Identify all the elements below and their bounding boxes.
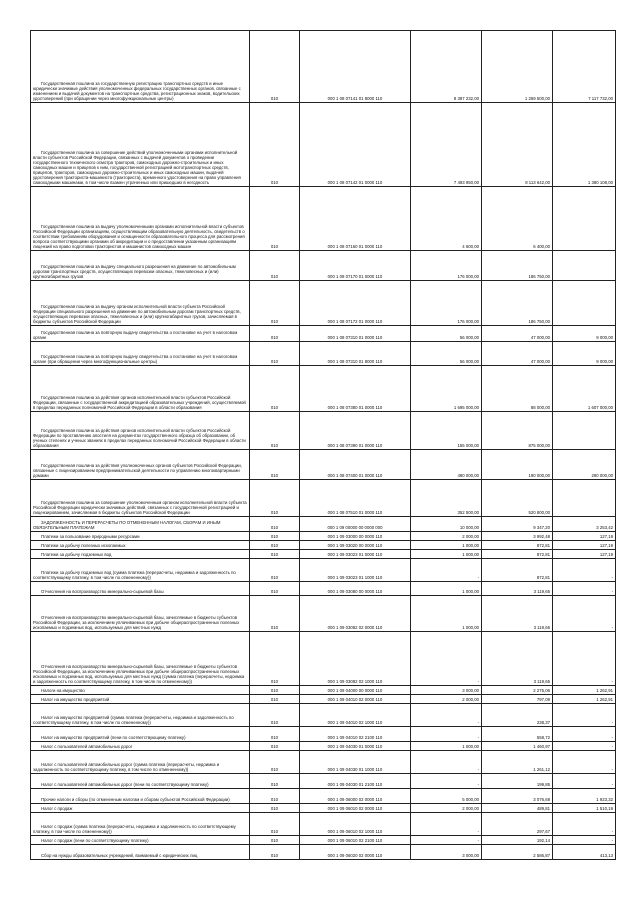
- row-code: 010: [250, 742, 300, 751]
- row-plan-value: -: [411, 632, 482, 686]
- row-kbk: 000 1 09 04030 01 1000 110: [300, 751, 411, 774]
- table-row: [31, 695, 616, 704]
- revenue-table-body: [31, 31, 616, 860]
- row-code: 010: [250, 804, 300, 813]
- row-code: 010: [250, 187, 300, 251]
- row-kbk: 000 1 09 04030 01 0000 110: [300, 742, 411, 751]
- row-name: Государственная пошлина за выдачу органом исполнительной власти субъекта Российской Федерации специального разрешения на движение по автомобильным дорогам транспортных средств, осуществляющих перевозки опасных, тяжеловесных и (или) крупногабаритных грузов, зачисляемая в бюджеты субъектов Российской Федерации: [31, 281, 250, 326]
- row-name: Налог на имущество предприятий: [31, 695, 250, 704]
- row-name: Налог с пользователей автомобильных дорог (пени по соответствующему платежу): [31, 774, 250, 789]
- table-row: [31, 774, 616, 789]
- row-plan-value: -: [411, 704, 482, 727]
- row-code: 010: [250, 281, 300, 326]
- table-row: [31, 727, 616, 742]
- row-plan-value: -: [411, 727, 482, 742]
- row-fact-value: 47 000,00: [482, 342, 553, 366]
- row-plan-value: -: [411, 813, 482, 836]
- row-remaining-value: 1 607 000,00: [553, 366, 616, 412]
- table-row: [31, 281, 616, 326]
- row-name: Налог с пользователей автомобильных дорог (сумма платежа (перерасчеты, недоимка и задолженность по соответствующему платежу, в том числе по отмененному)): [31, 751, 250, 774]
- row-remaining-value: -: [553, 727, 616, 742]
- row-name: Отчисления на воспроизводство минерально-сырьевой базы, зачисляемые в бюджеты субъектов Российской Федерации, за исключением уплачиваемых при добыче общераспространенных полезных ископаемых и подземных вод, используемых для местных нужд: [31, 596, 250, 632]
- row-kbk: 000 1 09 03082 02 1000 110: [300, 632, 411, 686]
- row-name: Налог с пользователей автомобильных дорог: [31, 742, 250, 751]
- row-plan-value: 4 600,00: [411, 187, 482, 251]
- table-row: [31, 517, 616, 532]
- row-remaining-value: 1 510,19: [553, 804, 616, 813]
- row-code: 010: [250, 480, 300, 517]
- row-kbk: 000 1 09 00000 00 0000 000: [300, 517, 411, 532]
- row-code: 010: [250, 412, 300, 450]
- row-plan-value: 2 000,00: [411, 695, 482, 704]
- row-plan-value: 480 000,00: [411, 450, 482, 480]
- row-remaining-value: 1 923,32: [553, 789, 616, 804]
- row-code: 010: [250, 517, 300, 532]
- table-row: [31, 550, 616, 559]
- row-fact-value: 3 119,65: [482, 596, 553, 632]
- row-kbk: 000 1 08 07390 01 0000 110: [300, 412, 411, 450]
- row-code: 010: [250, 532, 300, 541]
- row-plan-value: 1 000,00: [411, 742, 482, 751]
- row-plan-value: 1 000,00: [411, 550, 482, 559]
- row-name: Налог на имущество предприятий (сумма платежа (перерасчеты, недоимка и задолженность по соответствующему платежу, в том числе по отмененному)): [31, 704, 250, 727]
- row-remaining-value: [553, 187, 616, 251]
- row-name: Налог с продаж (сумма платежа (перерасчеты, недоимка и задолженность по соответствующему платежу, в том числе по отмененному)): [31, 813, 250, 836]
- row-kbk: 000 1 08 07170 01 0000 110: [300, 251, 411, 281]
- row-name: Государственная пошлина за действия уполномоченных органов субъектов Российской Федерации, связанные с лицензированием предпринимательской деятельности по управлению многоквартирными домами: [31, 450, 250, 480]
- table-row: [31, 559, 616, 582]
- row-plan-value: 7 493 950,00: [411, 103, 482, 187]
- row-plan-value: 2 000,00: [411, 532, 482, 541]
- row-code: 010: [250, 751, 300, 774]
- row-fact-value: 9 347,20: [482, 517, 553, 532]
- row-kbk: 000 1 09 03080 00 0000 110: [300, 582, 411, 596]
- row-name: Налог с продаж (пени по соответствующему платежу): [31, 836, 250, 845]
- row-kbk: 000 1 08 07310 01 8000 110: [300, 342, 411, 366]
- row-kbk: 000 1 08 07160 01 0000 110: [300, 187, 411, 251]
- row-code: 010: [250, 632, 300, 686]
- row-kbk: 000 1 09 03020 00 0000 110: [300, 541, 411, 550]
- row-code: 010: [250, 582, 300, 596]
- row-name: Государственная пошлина за совершение уполномоченным органом исполнительной власти субъекта Российской Федерации юридически значимых действий, связанных с государственной регистрацией и лицензированием, зачисляемая в бюджеты субъектов Российской Федерации: [31, 480, 250, 517]
- table-row: [31, 103, 616, 187]
- row-kbk: 000 1 09 04030 01 2100 110: [300, 774, 411, 789]
- row-fact-value: 1 269 500,00: [482, 31, 553, 103]
- row-fact-value: 2 276,06: [482, 686, 553, 695]
- row-plan-value: 1 695 000,00: [411, 366, 482, 412]
- row-remaining-value: [553, 412, 616, 450]
- row-remaining-value: -: [553, 582, 616, 596]
- row-kbk: 000 1 08 07400 01 0000 110: [300, 450, 411, 480]
- row-name: Отчисления на воспроизводство минерально-сырьевой базы: [31, 582, 250, 596]
- table-row: [31, 686, 616, 695]
- row-name: Налог на имущество предприятий (пени по соответствующему платежу): [31, 727, 250, 742]
- row-name: Сбор на нужды образовательных учреждений, взимаемый с юридических лиц: [31, 845, 250, 860]
- row-code: 010: [250, 704, 300, 727]
- row-kbk: 000 1 09 06010 02 0000 110: [300, 804, 411, 813]
- row-code: 010: [250, 789, 300, 804]
- row-fact-value: 3 119,65: [482, 632, 553, 686]
- row-remaining-value: -: [553, 836, 616, 845]
- row-code: 010: [250, 541, 300, 550]
- row-fact-value: 872,81: [482, 541, 553, 550]
- row-kbk: 000 1 09 04010 02 0000 110: [300, 695, 411, 704]
- row-code: 010: [250, 813, 300, 836]
- row-code: 010: [250, 836, 300, 845]
- row-plan-value: 1 000,00: [411, 582, 482, 596]
- table-row: [31, 31, 616, 103]
- row-name: Прочие налоги и сборы (по отмененным налогам и сборам субъектов Российской Федерации): [31, 789, 250, 804]
- row-fact-value: 190 000,00: [482, 450, 553, 480]
- row-code: 010: [250, 251, 300, 281]
- row-fact-value: 6 400,00: [482, 187, 553, 251]
- table-row: [31, 366, 616, 412]
- row-name: Налог с продаж: [31, 804, 250, 813]
- row-name: Государственная пошлина за совершение действий уполномоченными органами исполнительной власти субъектов Российской Федерации, связанных с выдачей документов о проведении государственного технического осмотра тракторов, самоходных дорожно-строительных и иных самоходных машин и прицепов к ним, государственной регистрацией мототранспортных средств, прицепов, тракторов, самоходных дорожно-строительных и иных самоходных машин, выдачей удостоверения тракториста-машиниста (тракториста), временного удостоверения на право управления самоходными машинами, в том числе взамен утраченных или пришедших в негодность: [31, 103, 250, 187]
- table-row: [31, 532, 616, 541]
- row-plan-value: -: [411, 559, 482, 582]
- row-code: 010: [250, 326, 300, 342]
- row-remaining-value: [553, 251, 616, 281]
- row-kbk: 000 1 09 03023 01 0000 110: [300, 550, 411, 559]
- row-code: 010: [250, 727, 300, 742]
- row-remaining-value: [553, 281, 616, 326]
- row-code: 010: [250, 559, 300, 582]
- row-kbk: 000 1 08 07172 01 0000 110: [300, 281, 411, 326]
- table-row: [31, 804, 616, 813]
- row-fact-value: 875 000,00: [482, 412, 553, 450]
- row-remaining-value: -: [553, 559, 616, 582]
- row-remaining-value: 127,19: [553, 541, 616, 550]
- row-remaining-value: 127,19: [553, 550, 616, 559]
- table-row: [31, 596, 616, 632]
- row-fact-value: 186 750,00: [482, 281, 553, 326]
- row-remaining-value: 413,13: [553, 845, 616, 860]
- row-remaining-value: -: [553, 742, 616, 751]
- row-kbk: 000 1 09 03023 01 1000 110: [300, 559, 411, 582]
- row-name: ЗАДОЛЖЕННОСТЬ И ПЕРЕРАСЧЕТЫ ПО ОТМЕНЕННЫМ НАЛОГАМ, СБОРАМ И ИНЫМ ОБЯЗАТЕЛЬНЫМ ПЛАТЕЖАМ: [31, 517, 250, 532]
- row-remaining-value: -: [553, 632, 616, 686]
- row-kbk: 000 1 09 06020 02 0000 110: [300, 845, 411, 860]
- row-code: 010: [250, 686, 300, 695]
- row-kbk: 000 1 09 06010 02 1000 110: [300, 813, 411, 836]
- table-row: [31, 480, 616, 517]
- table-row: [31, 845, 616, 860]
- revenue-table: [30, 30, 616, 860]
- row-code: 010: [250, 366, 300, 412]
- row-fact-value: 192,14: [482, 836, 553, 845]
- row-kbk: 000 1 08 07380 01 0000 110: [300, 366, 411, 412]
- row-plan-value: 8 387 232,00: [411, 31, 482, 103]
- row-fact-value: 558,72: [482, 727, 553, 742]
- row-plan-value: 56 000,00: [411, 326, 482, 342]
- row-kbk: 000 1 08 07310 01 0000 110: [300, 326, 411, 342]
- row-code: 010: [250, 550, 300, 559]
- row-code: 010: [250, 774, 300, 789]
- report-page: [30, 30, 615, 860]
- row-fact-value: 1 261,12: [482, 751, 553, 774]
- row-fact-value: 520 800,00: [482, 480, 553, 517]
- row-remaining-value: -: [553, 596, 616, 632]
- row-remaining-value: 3 253,42: [553, 517, 616, 532]
- row-name: Государственная пошлина за выдачу специального разрешения на движение по автомобильным дорогам транспортных средств, осуществляющих перевозки опасных, тяжеловесных и (или) крупногабаритных грузов: [31, 251, 250, 281]
- row-name: Платежи за пользование природными ресурсами: [31, 532, 250, 541]
- row-fact-value: 199,85: [482, 774, 553, 789]
- row-name: Платежи за добычу подземных вод (сумма платежа (перерасчеты, недоимка и задолженность по соответствующему платежу, в том числе по отмененному)): [31, 559, 250, 582]
- row-name: Государственная пошлина за повторную выдачу свидетельства о постановке на учет в налоговом органе (при обращении через многофункциональные центры): [31, 342, 250, 366]
- row-plan-value: 5 000,00: [411, 789, 482, 804]
- row-kbk: 000 1 09 04010 02 2100 110: [300, 727, 411, 742]
- row-fact-value: 47 000,00: [482, 326, 553, 342]
- row-plan-value: 10 000,00: [411, 517, 482, 532]
- row-plan-value: 3 000,00: [411, 686, 482, 695]
- table-row: [31, 450, 616, 480]
- row-plan-value: 352 500,00: [411, 480, 482, 517]
- table-row: [31, 704, 616, 727]
- table-row: [31, 789, 616, 804]
- row-fact-value: 1 460,97: [482, 742, 553, 751]
- row-fact-value: 186 750,00: [482, 251, 553, 281]
- row-remaining-value: -: [553, 704, 616, 727]
- table-row: [31, 412, 616, 450]
- row-kbk: 000 1 08 07141 01 8000 110: [300, 31, 411, 103]
- row-code: 010: [250, 695, 300, 704]
- row-name: Государственная пошлина за действия органов исполнительной власти субъектов Российской Федерации по проставлению апостиля на документах государственного образца об образовании, об ученых степенях и ученых званиях в пределах переданных полномочий Российской Федерации в области образования: [31, 412, 250, 450]
- row-plan-value: 176 000,00: [411, 251, 482, 281]
- row-kbk: 000 1 09 04010 02 1000 110: [300, 704, 411, 727]
- row-remaining-value: -: [553, 774, 616, 789]
- row-kbk: 000 1 09 06010 02 2100 110: [300, 836, 411, 845]
- row-fact-value: 3 076,68: [482, 789, 553, 804]
- row-plan-value: -: [411, 774, 482, 789]
- table-row: [31, 813, 616, 836]
- row-remaining-value: -: [553, 813, 616, 836]
- row-code: 010: [250, 596, 300, 632]
- row-fact-value: 3 119,65: [482, 582, 553, 596]
- row-fact-value: 297,67: [482, 813, 553, 836]
- row-kbk: 000 1 09 03000 00 0000 110: [300, 532, 411, 541]
- row-plan-value: 3 000,00: [411, 845, 482, 860]
- row-fact-value: 872,81: [482, 559, 553, 582]
- row-plan-value: 1 000,00: [411, 541, 482, 550]
- row-remaining-value: 9 000,00: [553, 326, 616, 342]
- table-row: [31, 541, 616, 550]
- table-row: [31, 751, 616, 774]
- row-code: 010: [250, 31, 300, 103]
- row-fact-value: 2 586,87: [482, 845, 553, 860]
- row-plan-value: 155 000,00: [411, 412, 482, 450]
- row-name: Государственная пошлина за повторную выдачу свидетельства о постановке на учет в налоговом органе: [31, 326, 250, 342]
- row-fact-value: 797,09: [482, 695, 553, 704]
- row-kbk: 000 1 08 07142 01 0000 110: [300, 103, 411, 187]
- row-code: 010: [250, 450, 300, 480]
- table-row: [31, 582, 616, 596]
- row-remaining-value: 9 000,00: [553, 342, 616, 366]
- row-name: Государственная пошлина за государственную регистрацию транспортных средств и иные юридически значимые действия уполномоченных федеральных государственных органов, связанные с изменением и выдачей документов на транспортные средства, регистрационных знаков, водительских удостоверений (при обращении через многофункциональные центры): [31, 31, 250, 103]
- row-plan-value: 1 000,00: [411, 596, 482, 632]
- table-row: [31, 326, 616, 342]
- row-name: Государственная пошлина за действия органов исполнительной власти субъектов Российской Федерации, связанные с государственной аккредитацией образовательных учреждений, осуществляемой в пределах переданных полномочий Российской Федерации в области образования: [31, 366, 250, 412]
- row-plan-value: -: [411, 836, 482, 845]
- row-kbk: 000 1 08 07510 01 0000 110: [300, 480, 411, 517]
- row-plan-value: 56 000,00: [411, 342, 482, 366]
- row-remaining-value: 1 262,91: [553, 686, 616, 695]
- row-fact-value: 238,37: [482, 704, 553, 727]
- table-row: [31, 342, 616, 366]
- row-fact-value: 88 000,00: [482, 366, 553, 412]
- row-plan-value: 2 000,00: [411, 804, 482, 813]
- row-name: Платежи за добычу полезных ископаемых: [31, 541, 250, 550]
- row-kbk: 000 1 09 04000 00 0000 110: [300, 686, 411, 695]
- row-kbk: 000 1 09 03082 02 0000 110: [300, 596, 411, 632]
- table-row: [31, 742, 616, 751]
- row-remaining-value: 1 262,91: [553, 695, 616, 704]
- row-name: Государственная пошлина за выдачу уполномоченными органами исполнительной власти субъектов Российской Федерации организациям, осуществляющим образовательную деятельность, свидетельств о соответствии требованиям оборудования и оснащенности образовательного процесса для рассмотрения вопроса соответствующими органами об аккредитации и о предоставлении указанным организациям лицензий на право подготовки трактористов и машинистов самоходных машин: [31, 187, 250, 251]
- row-name: Налоги на имущество: [31, 686, 250, 695]
- row-kbk: 000 1 09 06000 02 0000 110: [300, 789, 411, 804]
- row-remaining-value: -: [553, 751, 616, 774]
- row-remaining-value: 127,19: [553, 532, 616, 541]
- row-plan-value: -: [411, 751, 482, 774]
- table-row: [31, 251, 616, 281]
- row-remaining-value: [553, 480, 616, 517]
- row-remaining-value: 290 000,00: [553, 450, 616, 480]
- row-code: 010: [250, 103, 300, 187]
- row-fact-value: 872,81: [482, 550, 553, 559]
- row-code: 010: [250, 845, 300, 860]
- table-row: [31, 836, 616, 845]
- row-fact-value: 3 992,48: [482, 532, 553, 541]
- row-remaining-value: 7 117 732,00: [553, 31, 616, 103]
- row-plan-value: 176 000,00: [411, 281, 482, 326]
- row-code: 010: [250, 342, 300, 366]
- row-fact-value: 8 113 642,00: [482, 103, 553, 187]
- row-name: Отчисления на воспроизводство минерально-сырьевой базы, зачисляемые в бюджеты субъектов Российской Федерации, за исключением уплачиваемых при добыче общераспространенных полезных ископаемых и подземных вод, используемых для местных нужд (сумма платежа (перерасчеты, недоимка и задолженность по соответствующему платежу, в том числе по отмененному)): [31, 632, 250, 686]
- table-row: [31, 632, 616, 686]
- row-remaining-value: 1 380 108,00: [553, 103, 616, 187]
- row-fact-value: 489,81: [482, 804, 553, 813]
- row-name: Платежи за добычу подземных вод: [31, 550, 250, 559]
- table-row: [31, 187, 616, 251]
